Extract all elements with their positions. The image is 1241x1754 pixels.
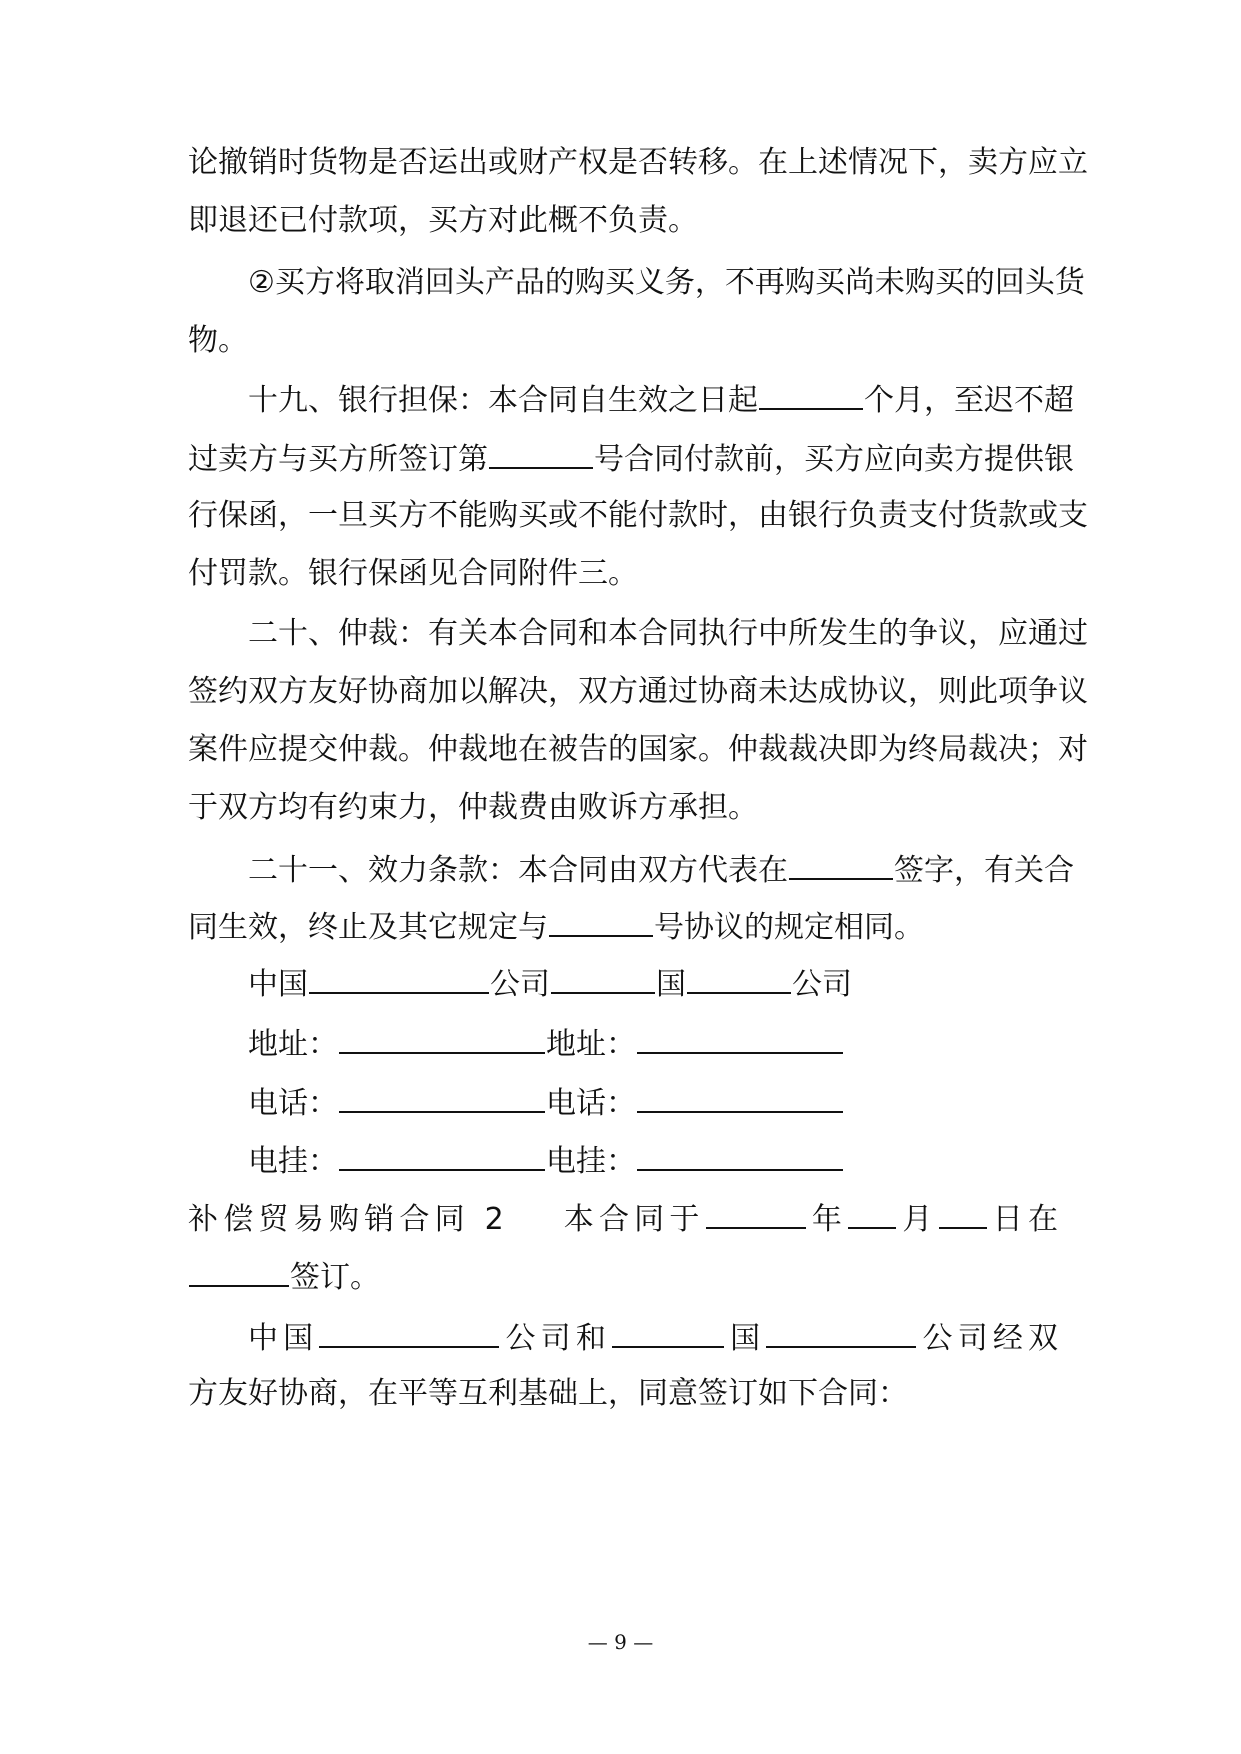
blank-cable-1[interactable] — [339, 1139, 545, 1171]
blank-foreign-country[interactable] — [612, 1316, 724, 1348]
label-phone: 电话： — [248, 1086, 338, 1121]
clause-19-line — [248, 378, 1074, 421]
clause-text: 号协议的规定相同。 — [654, 910, 924, 945]
contract2-title: 补偿贸易购销合同 2 — [188, 1202, 504, 1237]
paragraph-line: 方友好协商，在平等互利基础上，同意签订如下合同： — [188, 1376, 908, 1411]
blank-foreign-company[interactable] — [766, 1316, 916, 1348]
clause-text: 号合同付款前，买方应向卖方提供银 — [594, 442, 1074, 477]
contract2-title-line — [188, 1197, 1058, 1240]
paragraph-line: 于双方均有约束力，仲裁费由败诉方承担。 — [188, 790, 758, 825]
blank-sign-place[interactable] — [789, 848, 893, 880]
label-china: 中国 — [248, 967, 308, 1002]
label-company-via: 公司经双 — [917, 1321, 1059, 1356]
paragraph-line: ②买方将取消回头产品的购买义务，不再购买尚未购买的回头货 — [248, 265, 1085, 300]
clause-19-line — [188, 437, 1074, 480]
paragraph-line: 物。 — [188, 323, 248, 358]
blank-foreign-country[interactable] — [551, 962, 655, 994]
blank-contract-number[interactable] — [489, 437, 593, 469]
clause-21-line — [248, 848, 1074, 891]
label-address: 地址： — [248, 1027, 338, 1062]
clause-text: 过卖方与买方所签订第 — [188, 442, 488, 477]
contract2-signed-line — [188, 1255, 1058, 1298]
label-address: 地址： — [546, 1027, 636, 1062]
label-country: 国 — [656, 967, 686, 1002]
clause-text: 个月，至迟不超 — [864, 383, 1074, 418]
label-phone: 电话： — [546, 1086, 636, 1121]
blank-sign-location[interactable] — [189, 1255, 289, 1287]
clause-text: 同生效，终止及其它规定与 — [188, 910, 548, 945]
label-company: 公司 — [792, 967, 852, 1002]
blank-foreign-company[interactable] — [687, 962, 791, 994]
blank-phone-1[interactable] — [339, 1081, 545, 1113]
page-number: — 9 — — [587, 1630, 654, 1654]
blank-china-company[interactable] — [309, 962, 489, 994]
paragraph-line: 签约双方友好协商加以解决，双方通过协商未达成协议，则此项争议 — [188, 674, 1088, 709]
clause-21-line — [188, 905, 1058, 948]
label-signed: 签订。 — [290, 1260, 380, 1295]
blank-phone-2[interactable] — [637, 1081, 843, 1113]
contract2-intro: 本合同于 — [558, 1202, 705, 1237]
label-country: 国 — [725, 1321, 766, 1356]
blank-address-1[interactable] — [339, 1022, 545, 1054]
paragraph-line: 行保函，一旦买方不能购买或不能付款时，由银行负责支付货款或支 — [188, 498, 1088, 533]
blank-china-company[interactable] — [319, 1316, 499, 1348]
label-cable: 电挂： — [546, 1144, 636, 1179]
label-china: 中国 — [248, 1321, 319, 1356]
blank-day[interactable] — [939, 1197, 987, 1229]
paragraph-line: 付罚款。银行保函见合同附件三。 — [188, 556, 638, 591]
label-day: 日在 — [987, 1202, 1059, 1237]
contract2-parties-line — [248, 1316, 1058, 1359]
signature-cable-line — [248, 1139, 1058, 1182]
paragraph-line: 案件应提交仲裁。仲裁地在被告的国家。仲裁裁决即为终局裁决；对 — [188, 732, 1088, 767]
signature-parties-line — [248, 962, 1058, 1005]
clause-text: 二十一、效力条款：本合同由双方代表在 — [248, 853, 788, 888]
clause-text: 十九、银行担保：本合同自生效之日起 — [248, 383, 758, 418]
paragraph-line: 即退还已付款项，买方对此概不负责。 — [188, 203, 698, 238]
blank-months[interactable] — [759, 378, 863, 410]
paragraph-line: 二十、仲裁：有关本合同和本合同执行中所发生的争议，应通过 — [248, 616, 1088, 651]
label-year: 年 — [806, 1202, 848, 1237]
blank-address-2[interactable] — [637, 1022, 843, 1054]
signature-address-line — [248, 1022, 1058, 1065]
label-month: 月 — [897, 1202, 938, 1237]
blank-cable-2[interactable] — [637, 1139, 843, 1171]
paragraph-line: 论撤销时货物是否运出或财产权是否转移。在上述情况下，卖方应立 — [188, 145, 1088, 180]
signature-phone-line — [248, 1081, 1058, 1124]
label-cable: 电挂： — [248, 1144, 338, 1179]
label-company-and: 公司和 — [500, 1321, 612, 1356]
blank-agreement-number[interactable] — [549, 905, 653, 937]
clause-text: 签字，有关合 — [894, 853, 1074, 888]
blank-year[interactable] — [706, 1197, 806, 1229]
label-company: 公司 — [490, 967, 550, 1002]
blank-month[interactable] — [848, 1197, 896, 1229]
